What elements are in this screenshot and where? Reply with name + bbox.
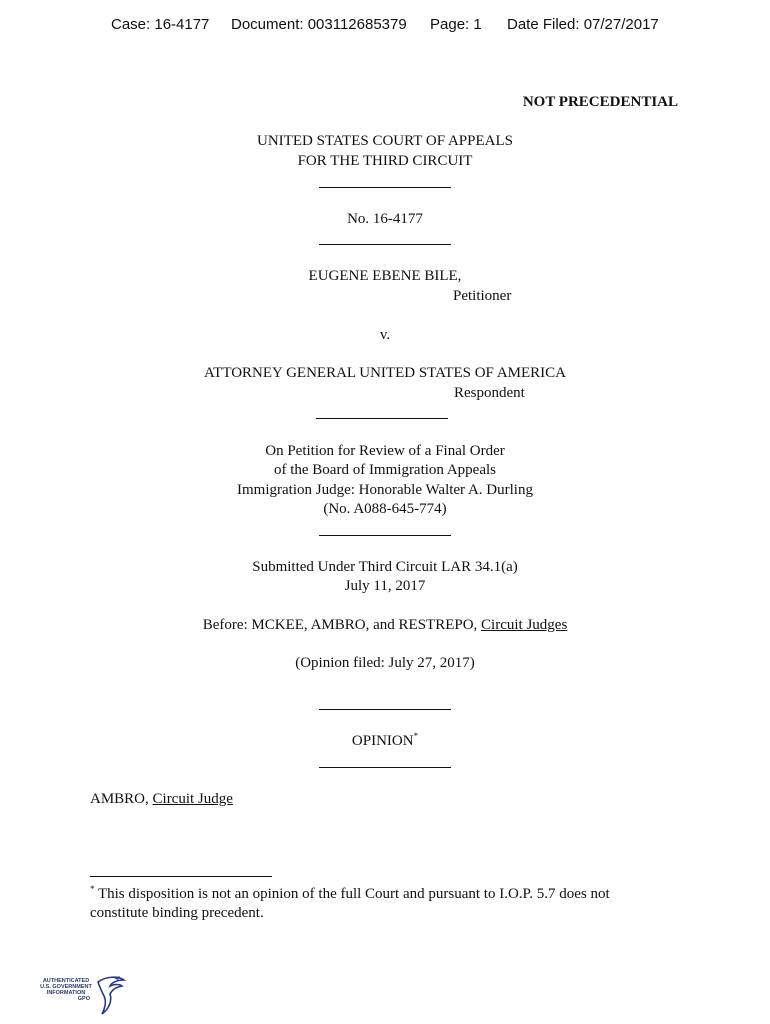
divider bbox=[319, 767, 451, 768]
divider bbox=[319, 709, 451, 710]
footnote-line2: constitute binding precedent. bbox=[90, 905, 264, 921]
petitioner-role: Petitioner bbox=[453, 288, 512, 304]
petition-line1: On Petition for Review of a Final Order bbox=[265, 443, 505, 459]
petition-line3: Immigration Judge: Honorable Walter A. Durling bbox=[237, 482, 533, 498]
document-header-doc bbox=[231, 16, 407, 33]
author-name: AMBRO, bbox=[90, 791, 153, 807]
document-header bbox=[111, 16, 209, 33]
divider bbox=[316, 418, 448, 419]
gpo-line4: GPO bbox=[77, 996, 90, 1002]
opinion-author bbox=[90, 790, 233, 809]
submitted-line1: Submitted Under Third Circuit LAR 34.1(a) bbox=[252, 559, 518, 575]
author-title: Circuit Judge bbox=[152, 791, 233, 807]
panel-judges bbox=[0, 616, 770, 635]
footnote-marker: * bbox=[90, 884, 95, 894]
petition-line4: (No. A088-645-774) bbox=[323, 501, 447, 517]
gpo-line1: AUTHENTICATED bbox=[42, 978, 90, 984]
petition-line2: of the Board of Immigration Appeals bbox=[273, 462, 497, 478]
header-case: Case: 16-4177 bbox=[111, 16, 210, 33]
case-number: No. 16-4177 bbox=[347, 211, 423, 227]
opinion-heading bbox=[0, 732, 770, 751]
gpo-line3: INFORMATION bbox=[46, 990, 86, 996]
footnote bbox=[90, 885, 690, 923]
footnote-separator bbox=[90, 876, 272, 877]
gpo-logo-text bbox=[40, 978, 92, 1002]
opinion-heading-text: OPINION bbox=[351, 733, 414, 749]
divider bbox=[319, 187, 451, 188]
panel-judges-title: Circuit Judges bbox=[481, 617, 568, 633]
document-header-page bbox=[430, 16, 482, 33]
header-date-filed: Date Filed: 07/27/2017 bbox=[507, 16, 659, 33]
court-name-line2: FOR THE THIRD CIRCUIT bbox=[297, 153, 473, 169]
divider bbox=[319, 244, 451, 245]
document-header-date bbox=[507, 16, 659, 33]
opinion-filed-date: (Opinion filed: July 27, 2017) bbox=[295, 655, 475, 671]
gpo-authentication-logo bbox=[40, 974, 130, 1018]
divider bbox=[319, 535, 451, 536]
footnote-text-line1: This disposition is not an opinion of the full Court and pursuant to I.O.P. 5.7 does not bbox=[94, 886, 610, 902]
opinion-footnote-marker[interactable]: * bbox=[413, 731, 419, 741]
panel-judges-names: Before: MCKEE, AMBRO, and RESTREPO, bbox=[202, 617, 482, 633]
submitted-line2: July 11, 2017 bbox=[344, 578, 426, 594]
eagle-icon bbox=[92, 974, 128, 1016]
header-document: Document: 003112685379 bbox=[231, 16, 407, 33]
precedential-label: NOT PRECEDENTIAL bbox=[522, 94, 678, 110]
versus: v. bbox=[379, 327, 391, 343]
court-name-line1: UNITED STATES COURT OF APPEALS bbox=[257, 133, 513, 149]
gpo-line2: U.S. GOVERNMENT bbox=[40, 984, 92, 990]
respondent-role: Respondent bbox=[454, 385, 525, 401]
respondent-name: ATTORNEY GENERAL UNITED STATES OF AMERICA bbox=[204, 365, 566, 381]
petitioner-name: EUGENE EBENE BILE, bbox=[308, 268, 462, 284]
header-page: Page: 1 bbox=[430, 16, 482, 33]
footnote-line1 bbox=[90, 885, 690, 904]
